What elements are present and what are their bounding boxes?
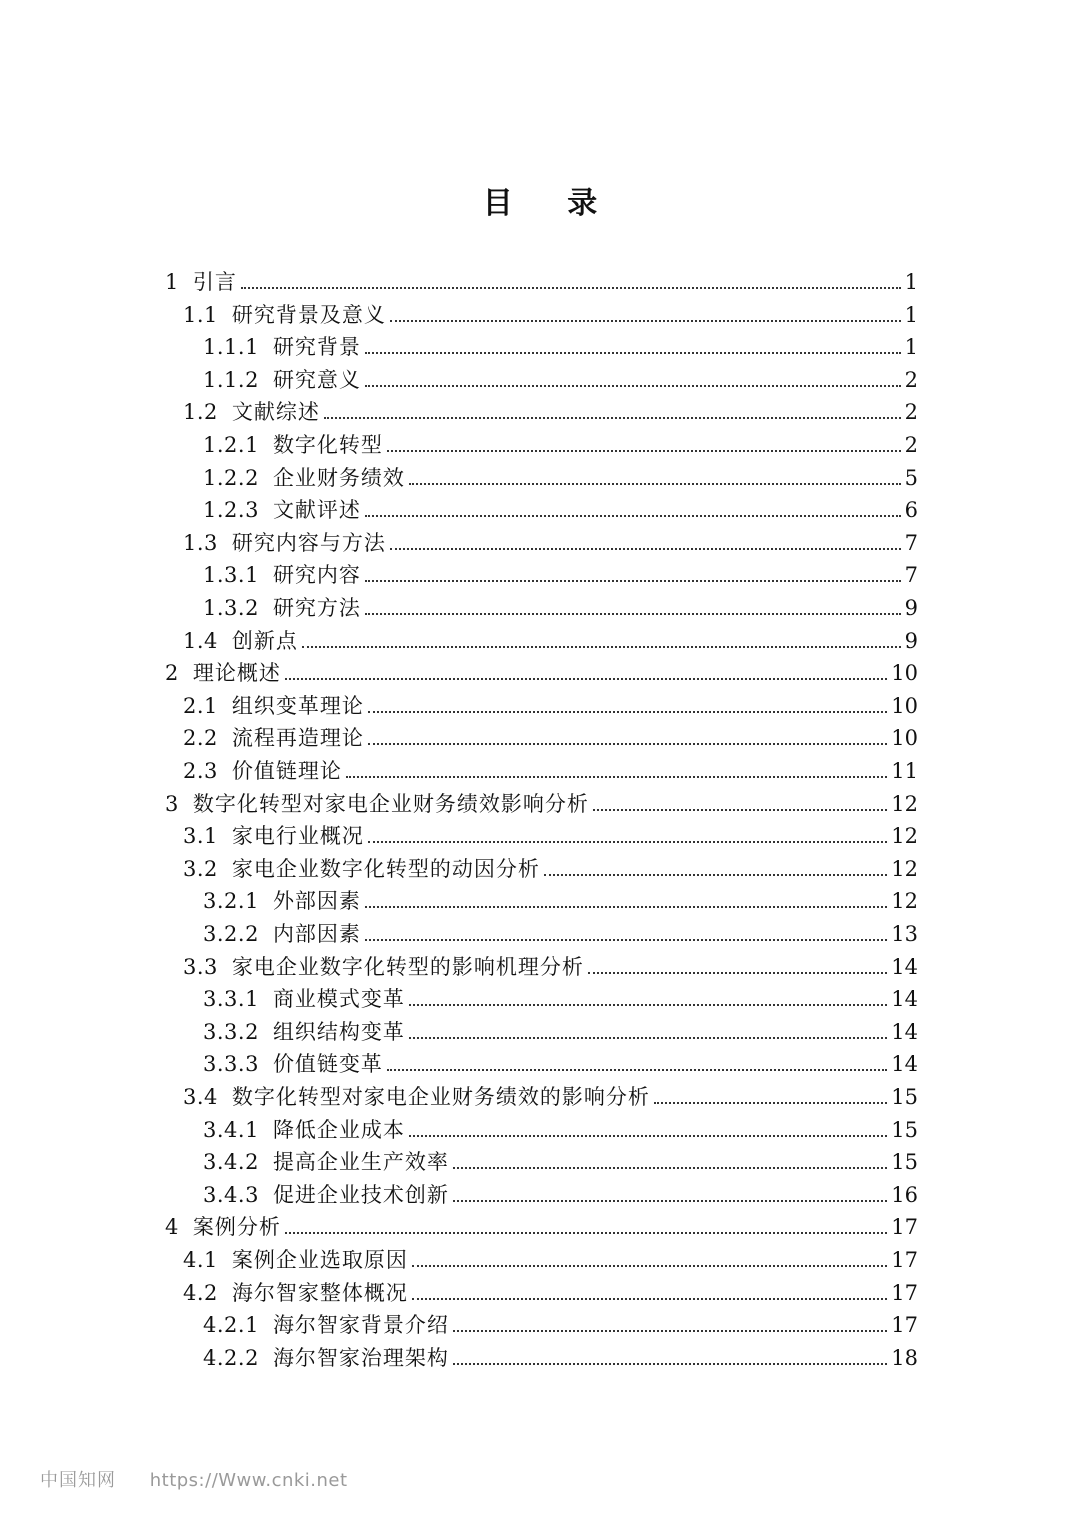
- toc-dot-leader: [409, 1004, 887, 1006]
- toc-entry[interactable]: [203, 331, 918, 363]
- toc-entry-number: 3.4.3: [203, 1182, 259, 1207]
- toc-dot-leader: [390, 320, 901, 322]
- toc-entry-page: 7: [904, 563, 918, 588]
- toc-entry[interactable]: [183, 527, 918, 559]
- toc-entry-title: 降低企业成本: [272, 1117, 405, 1142]
- toc-entry-page: 2: [904, 367, 918, 392]
- toc-entry-title: 数字化转型: [272, 433, 383, 457]
- toc-entry-number: 4.2.1: [203, 1313, 259, 1338]
- toc-entry-page: 15: [891, 1085, 918, 1109]
- toc-entry-page: 15: [891, 1150, 918, 1175]
- toc-dot-leader: [453, 1330, 887, 1332]
- toc-entry-title: 海尔智家背景介绍: [272, 1313, 449, 1338]
- toc-entry-page: 14: [891, 1052, 918, 1077]
- toc-dot-leader: [365, 385, 901, 387]
- toc-dot-leader: [588, 972, 887, 974]
- toc-entry[interactable]: [183, 625, 918, 657]
- toc-entry-title: 外部因素: [272, 889, 361, 914]
- toc-entry-page: 14: [891, 987, 918, 1012]
- toc-entry-title: 价值链理论: [231, 759, 342, 783]
- toc-entry[interactable]: [203, 1016, 918, 1048]
- toc-entry[interactable]: [203, 885, 918, 917]
- toc-entry-number: 1.3.1: [203, 563, 259, 588]
- toc-dot-leader: [368, 841, 887, 843]
- toc-dot-leader: [390, 548, 901, 550]
- toc-entry[interactable]: [165, 788, 918, 820]
- toc-entry-page: 17: [891, 1248, 918, 1272]
- toc-entry[interactable]: [183, 951, 918, 983]
- toc-entry-number: 2: [165, 661, 179, 686]
- toc-entry-title: 海尔智家整体概况: [231, 1280, 408, 1305]
- toc-dot-leader: [409, 1037, 887, 1039]
- toc-entry[interactable]: [165, 1211, 918, 1243]
- toc-entry-page: 12: [891, 791, 918, 816]
- toc-dot-leader: [324, 417, 901, 419]
- toc-dot-leader: [453, 1200, 887, 1202]
- toc-entry-title: 家电企业数字化转型的动因分析: [231, 856, 540, 881]
- toc-entry-page: 2: [904, 400, 918, 425]
- toc-entry[interactable]: [203, 462, 918, 494]
- toc-entry[interactable]: [183, 1244, 918, 1276]
- toc-entry-title: 研究意义: [272, 367, 361, 392]
- toc-entry-title: 引言: [192, 270, 237, 294]
- toc-entry-page: 1: [904, 335, 918, 360]
- footer: [40, 1466, 348, 1492]
- toc-dot-leader: [654, 1102, 887, 1104]
- toc-entry-number: 1.2: [183, 400, 218, 425]
- toc-entry-title: 研究内容: [272, 563, 361, 588]
- toc-entry-page: 14: [891, 954, 918, 979]
- toc-entry-title: 组织结构变革: [272, 1019, 405, 1044]
- toc-entry-page: 10: [891, 726, 918, 751]
- toc-dot-leader: [365, 515, 901, 517]
- toc-entry-page: 9: [904, 628, 918, 653]
- toc-entry-page: 7: [904, 530, 918, 555]
- toc-entry-number: 4.1: [183, 1248, 218, 1272]
- toc-entry-title: 促进企业技术创新: [272, 1182, 449, 1207]
- toc-entry-title: 数字化转型对家电企业财务绩效影响分析: [192, 791, 589, 816]
- toc-entry-number: 3.4.2: [203, 1150, 259, 1175]
- footer-url: https://Www.cnki.net: [149, 1470, 348, 1491]
- toc-entry[interactable]: [203, 364, 918, 396]
- toc-entry[interactable]: [183, 1277, 918, 1309]
- toc-entry-number: 3: [165, 791, 179, 816]
- toc-entry-page: 18: [891, 1345, 918, 1370]
- toc-entry-page: 17: [891, 1313, 918, 1338]
- toc-entry-number: 1.1: [183, 302, 218, 327]
- toc-dot-leader: [365, 939, 887, 941]
- cnki-logo-text: 中国知网: [40, 1470, 116, 1491]
- toc-dot-leader: [365, 580, 901, 582]
- toc-entry-title: 流程再造理论: [231, 726, 364, 751]
- toc-entry[interactable]: [183, 755, 918, 787]
- toc-dot-leader: [409, 483, 901, 485]
- toc-entry-title: 组织变革理论: [231, 693, 364, 718]
- toc-dot-leader: [453, 1167, 887, 1169]
- toc-entry-number: 1.2.2: [203, 465, 259, 490]
- toc-entry[interactable]: [203, 592, 918, 624]
- toc-entry-number: 3.3.2: [203, 1019, 259, 1044]
- toc-dot-leader: [412, 1265, 887, 1267]
- toc-entry-page: 13: [891, 922, 918, 946]
- toc-entry-number: 1.4: [183, 628, 218, 653]
- toc-entry[interactable]: [203, 1114, 918, 1146]
- toc-entry[interactable]: [203, 1179, 918, 1211]
- toc-dot-leader: [368, 743, 887, 745]
- toc-entry-number: 1.2.1: [203, 433, 259, 457]
- toc-entry-title: 研究内容与方法: [231, 530, 386, 555]
- toc-entry[interactable]: [183, 1081, 918, 1113]
- toc-entry-number: 3.3.3: [203, 1052, 259, 1077]
- toc-entry[interactable]: [203, 1342, 918, 1374]
- toc-entry[interactable]: [165, 657, 918, 689]
- toc-entry[interactable]: [183, 690, 918, 722]
- toc-entry-number: 1.1.2: [203, 367, 259, 392]
- toc-entry-number: 3.4: [183, 1085, 218, 1109]
- toc-entry-page: 12: [891, 824, 918, 849]
- toc-entry-title: 研究背景及意义: [231, 302, 386, 327]
- toc-entry[interactable]: [203, 1146, 918, 1178]
- toc-dot-leader: [365, 613, 901, 615]
- toc-entry-number: 4.2.2: [203, 1345, 259, 1370]
- toc-entry-title: 企业财务绩效: [272, 465, 405, 490]
- toc-entry[interactable]: [183, 722, 918, 754]
- toc-entry-page: 11: [891, 759, 918, 783]
- toc-entry-title: 数字化转型对家电企业财务绩效的影响分析: [231, 1085, 650, 1109]
- toc-entry-number: 3.3: [183, 954, 218, 979]
- toc-entry-page: 9: [904, 596, 918, 620]
- toc-dot-leader: [453, 1363, 887, 1365]
- toc-entry-page: 1: [904, 270, 918, 294]
- toc-entry-number: 1.3: [183, 530, 218, 555]
- toc-entry-page: 17: [891, 1280, 918, 1305]
- toc-entry-title: 文献综述: [231, 400, 320, 425]
- toc-entry-title: 提高企业生产效率: [272, 1150, 449, 1175]
- toc-entry[interactable]: [203, 918, 918, 950]
- toc-entry[interactable]: [203, 1309, 918, 1341]
- toc-entry-number: 1: [165, 270, 179, 294]
- toc-entry-title: 研究背景: [272, 335, 361, 360]
- toc-entry-number: 3.2.2: [203, 922, 259, 946]
- toc-entry-number: 3.3.1: [203, 987, 259, 1012]
- toc-entry-title: 案例企业选取原因: [231, 1248, 408, 1272]
- toc-entry[interactable]: [183, 820, 918, 852]
- toc-dot-leader: [593, 809, 887, 811]
- toc-dot-leader: [412, 1298, 887, 1300]
- toc-entry-title: 海尔智家治理架构: [272, 1345, 449, 1370]
- toc-entry-number: 3.2.1: [203, 889, 259, 914]
- toc-entry-page: 14: [891, 1019, 918, 1044]
- toc-entry[interactable]: [203, 1048, 918, 1080]
- toc-entry-page: 12: [891, 856, 918, 881]
- toc-entry-number: 4: [165, 1215, 179, 1240]
- toc-dot-leader: [346, 776, 887, 778]
- toc-entry[interactable]: [203, 494, 918, 526]
- toc-entry-page: 15: [891, 1117, 918, 1142]
- toc-entry-title: 创新点: [231, 628, 298, 653]
- toc-entry-page: 1: [904, 302, 918, 327]
- toc-entry-number: 1.2.3: [203, 498, 259, 523]
- toc-dot-leader: [387, 1069, 887, 1071]
- toc-entry-number: 3.2: [183, 856, 218, 881]
- toc-entry-title: 商业模式变革: [272, 987, 405, 1012]
- toc-entry-page: 17: [891, 1215, 918, 1240]
- toc-entry-title: 研究方法: [272, 596, 361, 620]
- page-title: 目 录: [482, 186, 620, 221]
- toc-dot-leader: [285, 678, 887, 680]
- toc-entry[interactable]: [183, 299, 918, 331]
- toc-dot-leader: [368, 711, 887, 713]
- toc-entry[interactable]: [183, 853, 918, 885]
- toc-entry-number: 4.2: [183, 1280, 218, 1305]
- toc-dot-leader: [387, 450, 901, 452]
- toc-entry[interactable]: [203, 559, 918, 591]
- toc-entry-number: 1.3.2: [203, 596, 259, 620]
- toc-entry[interactable]: [183, 396, 918, 428]
- toc-entry-number: 1.1.1: [203, 335, 259, 360]
- toc-entry[interactable]: [203, 983, 918, 1015]
- toc-entry-page: 10: [891, 693, 918, 718]
- toc-dot-leader: [302, 646, 901, 648]
- toc-entry[interactable]: [165, 266, 918, 298]
- toc-entry-number: 2.3: [183, 759, 218, 783]
- toc-entry-title: 理论概述: [192, 661, 281, 686]
- toc-dot-leader: [285, 1232, 887, 1234]
- toc-entry-title: 案例分析: [192, 1215, 281, 1240]
- toc-entry-number: 3.4.1: [203, 1117, 259, 1142]
- toc-entry-title: 内部因素: [272, 922, 361, 946]
- toc-entry-page: 10: [891, 661, 918, 686]
- toc-entry-title: 家电企业数字化转型的影响机理分析: [231, 954, 584, 979]
- toc-entry-page: 2: [904, 433, 918, 457]
- toc-entry[interactable]: [203, 429, 918, 461]
- toc-entry-page: 12: [891, 889, 918, 914]
- toc-entry-page: 6: [904, 498, 918, 523]
- toc-entry-number: 3.1: [183, 824, 218, 849]
- toc-entry-number: 2.2: [183, 726, 218, 751]
- toc-dot-leader: [544, 874, 887, 876]
- toc-dot-leader: [365, 352, 901, 354]
- toc-entry-title: 价值链变革: [272, 1052, 383, 1077]
- toc-entry-title: 家电行业概况: [231, 824, 364, 849]
- toc-dot-leader: [241, 287, 901, 289]
- toc-entry-title: 文献评述: [272, 498, 361, 523]
- toc-dot-leader: [409, 1135, 887, 1137]
- toc-entry-page: 5: [904, 465, 918, 490]
- toc-entry-page: 16: [891, 1182, 918, 1207]
- toc-entry-number: 2.1: [183, 693, 218, 718]
- toc-dot-leader: [365, 906, 887, 908]
